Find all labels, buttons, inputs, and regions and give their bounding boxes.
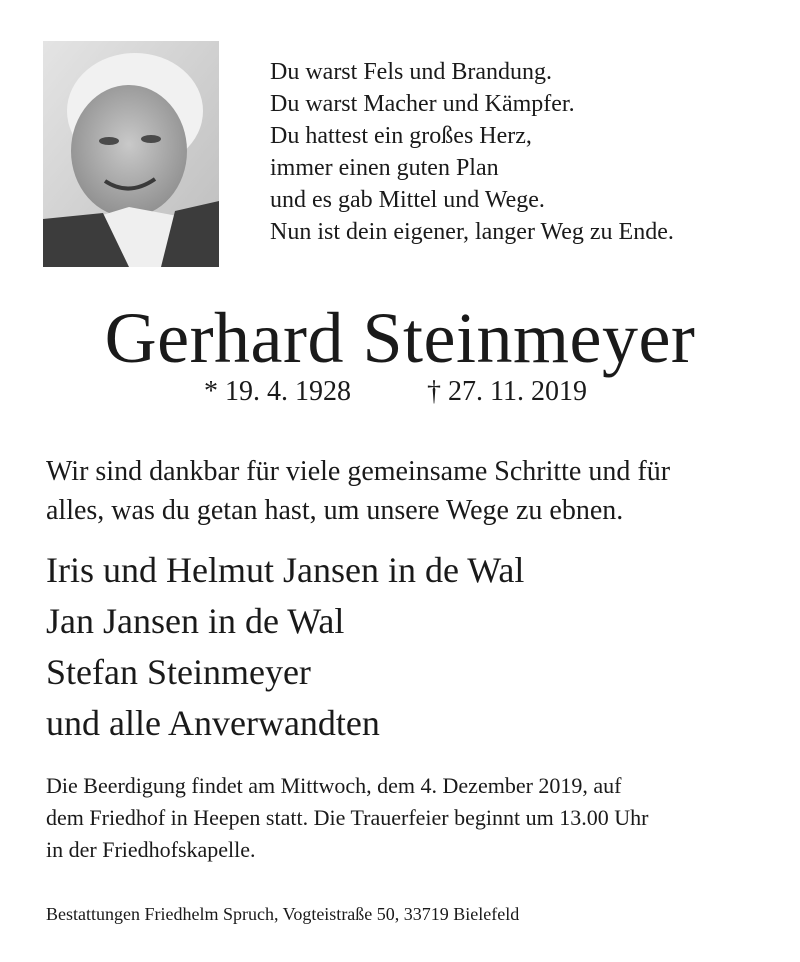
poem-line: Du warst Macher und Kämpfer.	[270, 91, 575, 117]
death-date: † 27. 11. 2019	[427, 376, 587, 407]
deceased-name: Gerhard Steinmeyer	[104, 298, 696, 378]
birth-date: * 19. 4. 1928	[204, 376, 351, 407]
portrait-photo-icon	[43, 41, 219, 267]
thanks-text	[46, 452, 756, 530]
mourner-entry: Stefan Steinmeyer	[46, 652, 311, 692]
portrait-photo	[43, 41, 219, 267]
funeral-line: dem Friedhof in Heepen statt. Die Trauerfeier beginnt um 13.00 Uhr	[46, 805, 649, 830]
thanks-line: alles, was du getan hast, um unsere Wege zu ebnen.	[46, 495, 624, 526]
mourner-entry: Iris und Helmut Jansen in de Wal	[46, 550, 525, 590]
funeral-line: Die Beerdigung findet am Mittwoch, dem 4. Dezember 2019, auf	[46, 773, 622, 798]
poem-line: Du warst Fels und Brandung.	[270, 59, 552, 85]
life-dates	[0, 372, 800, 412]
poem-line: Nun ist dein eigener, langer Weg zu Ende.	[270, 219, 674, 245]
mourner-entry: und alle Anverwandten	[46, 703, 380, 743]
undertaker-info: Bestattungen Friedhelm Spruch, Vogteistraße 50, 33719 Bielefeld	[46, 904, 520, 924]
mourners-list	[46, 545, 524, 749]
mourner-entry: Jan Jansen in de Wal	[46, 601, 345, 641]
poem-line: immer einen guten Plan	[270, 155, 499, 181]
poem-line: und es gab Mittel und Wege.	[270, 187, 545, 213]
funeral-line: in der Friedhofskapelle.	[46, 837, 256, 862]
thanks-line: Wir sind dankbar für viele gemeinsame Schritte und für	[46, 456, 671, 487]
poem-line: Du hattest ein großes Herz,	[270, 123, 532, 149]
poem	[270, 56, 674, 248]
funeral-details	[46, 770, 756, 866]
